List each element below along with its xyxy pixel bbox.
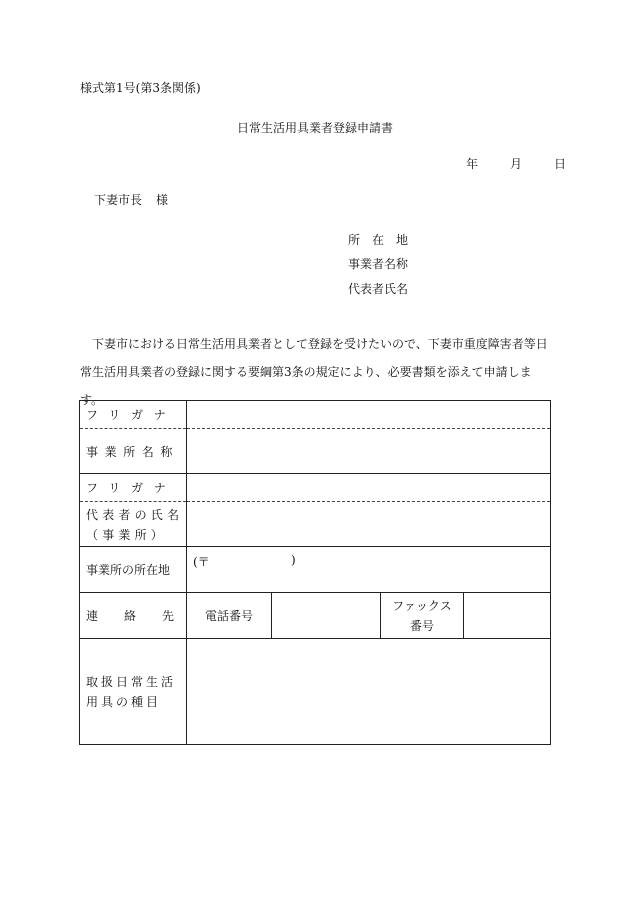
contact-label: 連 絡 先 (80, 593, 187, 639)
applicant-representative-label: 代表者氏名 (348, 282, 409, 296)
date-day: 日 (554, 157, 567, 171)
phone-label: 電話番号 (204, 609, 253, 623)
date-year: 年 (466, 157, 479, 171)
applicant-business-name-label: 事業者名称 (348, 257, 409, 271)
addressee (94, 194, 168, 206)
addressee-honorific: 様 (156, 193, 169, 207)
furigana-label-2: フリガナ (80, 474, 187, 502)
date-month: 月 (510, 157, 523, 171)
rep-furigana-field[interactable] (187, 474, 551, 502)
fax-field[interactable] (464, 593, 551, 638)
office-name-field[interactable] (187, 429, 551, 474)
registration-table (79, 400, 551, 745)
form-number: 様式第1号(第3条関係) (80, 81, 201, 95)
postal-close: ) (291, 553, 296, 567)
contact-cells (187, 593, 551, 639)
addressee-name: 下妻市長 (94, 193, 143, 207)
body-text: 下妻市における日常生活用具業者として登録を受けたいので、下妻市重度障害者等日常生活用具業者の登録に関する要綱第3条の規定により、必要書類を添えて申請します。 (80, 337, 548, 407)
rep-name-sub: （事業所） (86, 527, 168, 542)
furigana-label-1: フリガナ (80, 401, 187, 429)
document-title: 日常生活用具業者登録申請書 (236, 121, 393, 135)
applicant-location-label: 所 在 地 (348, 233, 409, 247)
phone-field[interactable] (272, 593, 381, 638)
fax-label: ファックス 番号 (381, 593, 464, 638)
rep-name-label: 代表者の氏名 （事業所） (80, 502, 187, 547)
postal-open: (〒 (193, 555, 210, 569)
date-line (466, 158, 566, 170)
office-address-label: 事業所の所在地 (80, 547, 187, 593)
office-name-label: 事業所名称 (80, 429, 187, 474)
office-furigana-field[interactable] (187, 401, 551, 429)
office-address-field[interactable] (187, 547, 551, 593)
items-label: 取扱日常生活用具の種目 (80, 639, 187, 745)
items-field[interactable] (187, 639, 551, 745)
rep-name-field[interactable] (187, 502, 551, 547)
